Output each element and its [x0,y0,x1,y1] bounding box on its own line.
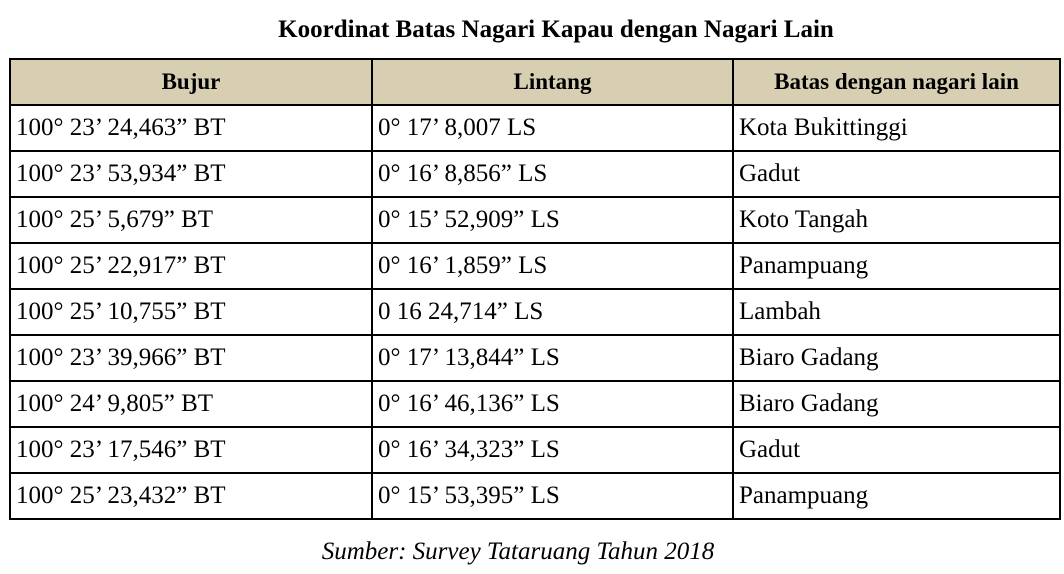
cell-lintang: 0° 16’ 8,856” LS [372,151,733,197]
table-row [10,197,1060,243]
cell-bujur: 100° 23’ 17,546” BT [10,427,372,473]
table-row [10,105,1060,151]
cell-bujur: 100° 24’ 9,805” BT [10,381,372,427]
column-header-batas: Batas dengan nagari lain [733,59,1060,105]
cell-batas: Koto Tangah [733,197,1060,243]
cell-batas: Kota Bukittinggi [733,105,1060,151]
cell-lintang: 0° 16’ 46,136” LS [372,381,733,427]
table-row [10,243,1060,289]
cell-batas: Panampuang [733,243,1060,289]
cell-bujur: 100° 25’ 10,755” BT [10,289,372,335]
table-row [10,151,1060,197]
cell-bujur: 100° 23’ 53,934” BT [10,151,372,197]
table-title: Koordinat Batas Nagari Kapau dengan Nagari Lain [278,16,834,43]
table-row [10,473,1060,519]
cell-lintang: 0° 16’ 34,323” LS [372,427,733,473]
cell-lintang: 0° 17’ 13,844” LS [372,335,733,381]
cell-bujur: 100° 25’ 22,917” BT [10,243,372,289]
cell-lintang: 0° 17’ 8,007 LS [372,105,733,151]
column-header-lintang: Lintang [372,59,733,105]
cell-lintang: 0° 15’ 52,909” LS [372,197,733,243]
cell-bujur: 100° 23’ 24,463” BT [10,105,372,151]
cell-lintang: 0 16 24,714” LS [372,289,733,335]
cell-bujur: 100° 25’ 23,432” BT [10,473,372,519]
source-caption: Sumber: Survey Tataruang Tahun 2018 [321,538,715,565]
cell-batas: Biaro Gadang [733,335,1060,381]
cell-batas: Gadut [733,427,1060,473]
column-header-bujur: Bujur [10,59,372,105]
cell-lintang: 0° 16’ 1,859” LS [372,243,733,289]
cell-batas: Gadut [733,151,1060,197]
table-row [10,289,1060,335]
cell-lintang: 0° 15’ 53,395” LS [372,473,733,519]
cell-batas: Biaro Gadang [733,381,1060,427]
coordinates-table [9,58,1061,520]
table-row [10,335,1060,381]
cell-bujur: 100° 25’ 5,679” BT [10,197,372,243]
table-header-row [10,59,1060,105]
table-row [10,427,1060,473]
cell-batas: Panampuang [733,473,1060,519]
table-row [10,381,1060,427]
cell-bujur: 100° 23’ 39,966” BT [10,335,372,381]
cell-batas: Lambah [733,289,1060,335]
